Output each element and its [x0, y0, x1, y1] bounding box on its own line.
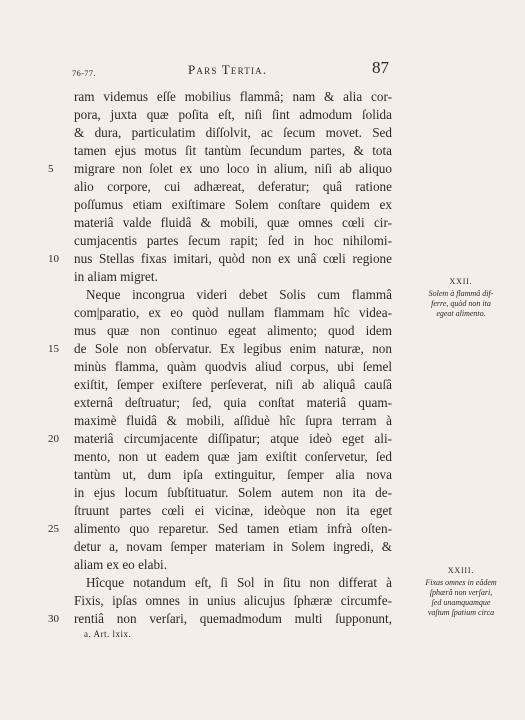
article-range: 76-77.: [72, 68, 96, 78]
line-number: 5: [48, 163, 54, 175]
text-line: externâ deſtruatur; ſed, quia conſtat materiâ quam-: [74, 395, 392, 410]
text-line: mento, non ut eadem quæ jam exiſtit conſervetur, ſed: [74, 449, 392, 464]
line-number: 20: [48, 433, 59, 445]
page-number: 87: [372, 58, 389, 77]
text-line: com|paratio, ex eo quòd nullam flammam hîc videa-: [74, 305, 392, 320]
text-line: tantùm ut, dum ipſa extinguitur, ſemper alia nova: [74, 467, 392, 482]
text-line: pora, juxta quæ poſita eſt, niſi ſint admodum ſolida: [74, 107, 392, 122]
text-line: in ejus locum ſubſtituatur. Solem autem non ita de-: [74, 485, 392, 500]
text-line: maximè fluidâ & mobili, aſſiduè hîc ſupra terram à: [74, 413, 392, 428]
text-line: alio corpore, cui adhæreat, deferatur; quâ ratione: [74, 179, 392, 194]
line-number: 15: [48, 343, 59, 355]
text-line: alimento quo reparetur. Sed tamen etiam infrà oſten-: [74, 521, 392, 536]
text-line: de Sole non obſervatur. Ex legibus enim naturæ, non: [74, 341, 392, 356]
text-line: minùs flamma, quàm quodvis aliud corpus, ubi ſemel: [74, 359, 392, 374]
margin-note-line: egeat alimento.: [436, 309, 486, 318]
text-line: nus Stellas fixas imitari, quòd non ex unâ cœli regione: [74, 251, 392, 266]
text-line: materiâ valde fluidâ & mobili, quæ omnes cœli cir-: [74, 215, 392, 230]
text-line: aliam ex eo elabi.: [74, 557, 168, 572]
text-line: Neque incongrua videri debet Solis cum flammâ: [86, 287, 392, 302]
margin-note-line: Fixas omnes in eâdem: [425, 578, 497, 587]
margin-note: [402, 566, 520, 618]
margin-note-number: XXIII.: [447, 566, 475, 575]
text-line: cumjacentis partes ſecum rapit; ſed in hoc nihilomi-: [74, 233, 392, 248]
margin-note-line: ferre, quòd non ita: [431, 299, 491, 308]
margin-note: [402, 277, 520, 319]
margin-note-line: vaſtum ſpatium circa: [427, 608, 495, 617]
text-line: in aliam migret.: [74, 269, 158, 284]
text-line: Fixis, ipſas omnes in unius alicujus ſphæræ circumfe-: [74, 593, 392, 608]
text-line: detur a, novam ſemper materiam in Solem ingredi, &: [74, 539, 392, 554]
text-line: & dura, particulatim diſſolvit, ac ſecum movet. Sed: [74, 125, 392, 140]
text-line: exiſtit, ſemper exiſtere perſeverat, niſi ab aliquâ cauſâ: [74, 377, 392, 392]
text-line: tamen ejus motus ſit tantùm ſecundum partes, & tota: [74, 143, 392, 158]
margin-note-number: XXII.: [449, 277, 473, 286]
line-number: 25: [48, 523, 59, 535]
footnote: a. Art. lxix.: [84, 629, 132, 639]
running-title: Pars Tertia.: [188, 62, 268, 77]
text-line: ſtruunt partes cœli ei vicinæ, ideòque non ita eget: [74, 503, 392, 518]
text-line: poſſumus etiam exiſtimare Solem conſtare quidem ex: [74, 197, 392, 212]
line-number: 30: [48, 613, 59, 625]
text-line: Hîcque notandum eſt, ſi Sol in ſitu non differat à: [86, 575, 392, 590]
text-line: materiâ circumjacente diſſipatur; atque ideò eget ali-: [74, 431, 392, 446]
text-line: rentiâ non verſari, quemadmodum multi ſupponunt,: [74, 611, 392, 626]
text-line: mus quæ non continuo egeat alimento; quod idem: [74, 323, 392, 338]
margin-note-line: ſphærâ non verſari,: [429, 588, 493, 597]
margin-note-line: ſed unamquamque: [431, 598, 491, 607]
margin-note-line: Solem à flammâ dif-: [428, 289, 494, 298]
text-line: ram videmus eſſe mobilius flammâ; nam & alia cor-: [74, 89, 392, 104]
line-number: 10: [48, 253, 59, 265]
text-line: migrare non ſolet ex uno loco in alium, niſi ab aliquo: [74, 161, 392, 176]
